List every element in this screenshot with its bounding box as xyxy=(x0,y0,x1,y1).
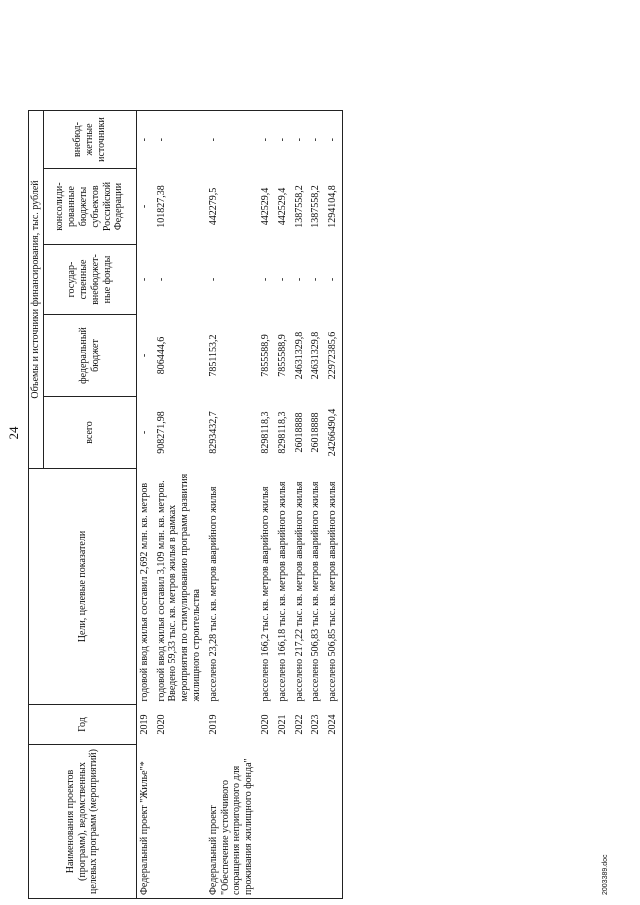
table-row xyxy=(206,111,258,899)
header-funding: Объемы и источники финансирования, тыс. рублей xyxy=(29,111,44,469)
table-row xyxy=(325,111,342,899)
row-regional: 442529,4 xyxy=(276,187,288,226)
row-federal: 7855588,9 xyxy=(259,334,271,377)
row-total: - xyxy=(138,430,150,435)
row-extra: - xyxy=(258,111,275,169)
row-state-funds: - xyxy=(207,277,219,282)
project-name: Федеральный проект "Обеспечение устойчивого сокращения непригодного для проживания жилищного фонда" xyxy=(206,745,258,899)
row-goal: годовой ввод жилья составил 3,109 млн. кв. метров. Введено 59,33 тыс. кв. метров жилья в рамках мероприятия по стимулированию программ развития жилищного строительства xyxy=(155,473,202,702)
row-regional: 442279,5 xyxy=(207,187,219,226)
row-total: 8293432,7 xyxy=(207,411,219,454)
row-regional: 1294104,8 xyxy=(325,169,342,245)
row-regional: - xyxy=(138,204,150,209)
row-extra: - xyxy=(308,111,325,169)
row-extra: - xyxy=(292,111,309,169)
header-project-name: Наименования проектов (программ), ведомственных целевых программ (мероприятий) xyxy=(29,745,137,899)
row-regional: 1387558,2 xyxy=(293,185,305,228)
project-name xyxy=(308,745,325,899)
row-regional: 1387558,2 xyxy=(310,185,322,228)
header-goals: Цели, целевые показатели xyxy=(29,469,137,705)
row-state-funds: - xyxy=(138,277,150,282)
row-state-funds: - xyxy=(155,277,167,282)
row-state-funds: - xyxy=(325,245,342,315)
row-federal: 7851153,2 xyxy=(207,334,219,377)
row-goal: расселено 506,83 тыс. кв. метров аварийного жилья xyxy=(310,481,322,702)
row-goal: годовой ввод жилья составил 2,692 млн. кв. метров xyxy=(138,482,150,702)
row-year: 2019 xyxy=(207,714,219,735)
row-regional: 442529,4 xyxy=(259,187,271,226)
row-extra: - xyxy=(136,111,153,169)
table-row xyxy=(292,111,309,899)
header-regional-budgets: консолиди-рованные бюджеты субъектов Российской Федерации xyxy=(43,169,136,245)
row-extra: - xyxy=(275,111,292,169)
row-total: 8298118,3 xyxy=(276,411,288,454)
row-goal: расселено 166,18 тыс. кв. метров аварийного жилья xyxy=(276,481,288,702)
page-number: 24 xyxy=(6,426,21,440)
row-federal: 24631329,8 xyxy=(310,331,322,380)
row-year: 2022 xyxy=(293,714,305,735)
row-total: 24266490,4 xyxy=(325,397,342,469)
project-name xyxy=(325,745,342,899)
row-state-funds: - xyxy=(276,277,288,282)
row-goal: расселено 166,2 тыс. кв. метров аварийного жилья xyxy=(259,486,271,702)
table-row xyxy=(154,111,206,899)
row-year: 2019 xyxy=(138,714,150,735)
header-total: всего xyxy=(43,397,136,469)
row-total: 8298118,3 xyxy=(259,411,271,454)
header-year: Год xyxy=(29,705,137,745)
header-extra-budget: внебюд-жетные источники xyxy=(43,111,136,169)
row-total: 26018888 xyxy=(293,412,305,453)
row-federal: 806444,6 xyxy=(155,336,167,375)
row-goal: расселено 23,28 тыс. кв. метров аварийного жилья xyxy=(207,486,219,702)
table-row xyxy=(308,111,325,899)
funding-table xyxy=(28,110,343,899)
table-row xyxy=(136,111,153,899)
row-state-funds: - xyxy=(259,277,271,282)
file-identifier: 2003389.doc xyxy=(602,854,609,895)
header-federal-budget: федеральный бюджет xyxy=(43,315,136,397)
row-year: 2023 xyxy=(310,714,322,735)
project-name xyxy=(154,745,206,899)
row-extra: - xyxy=(325,111,342,169)
table-row xyxy=(258,111,275,899)
project-name xyxy=(275,745,292,899)
project-name: Федеральный проект "Жилье"* xyxy=(136,745,153,899)
row-state-funds: - xyxy=(310,277,322,282)
row-goal: расселено 217,22 тыс. кв. метров аварийного жилья xyxy=(293,481,305,702)
row-federal: 22972385,6 xyxy=(325,315,342,397)
table-row xyxy=(275,111,292,899)
row-year: 2024 xyxy=(325,705,342,745)
row-extra: - xyxy=(206,111,258,169)
row-federal: 24631329,8 xyxy=(293,331,305,380)
row-year: 2021 xyxy=(276,714,288,735)
row-state-funds: - xyxy=(293,277,305,282)
project-name xyxy=(258,745,275,899)
table-body xyxy=(136,111,342,899)
row-total: 908271,98 xyxy=(155,411,167,454)
header-state-funds: государ-ственные внебюджет-ные фонды xyxy=(43,245,136,315)
row-year: 2020 xyxy=(155,714,167,735)
row-federal: - xyxy=(138,353,150,358)
row-regional: 101827,38 xyxy=(155,185,167,228)
row-extra: - xyxy=(154,111,206,169)
row-federal: 7855588,9 xyxy=(276,334,288,377)
project-name xyxy=(292,745,309,899)
row-total: 26018888 xyxy=(310,412,322,453)
row-year: 2020 xyxy=(259,714,271,735)
row-goal: расселено 506,85 тыс. кв. метров аварийного жилья xyxy=(325,469,342,705)
